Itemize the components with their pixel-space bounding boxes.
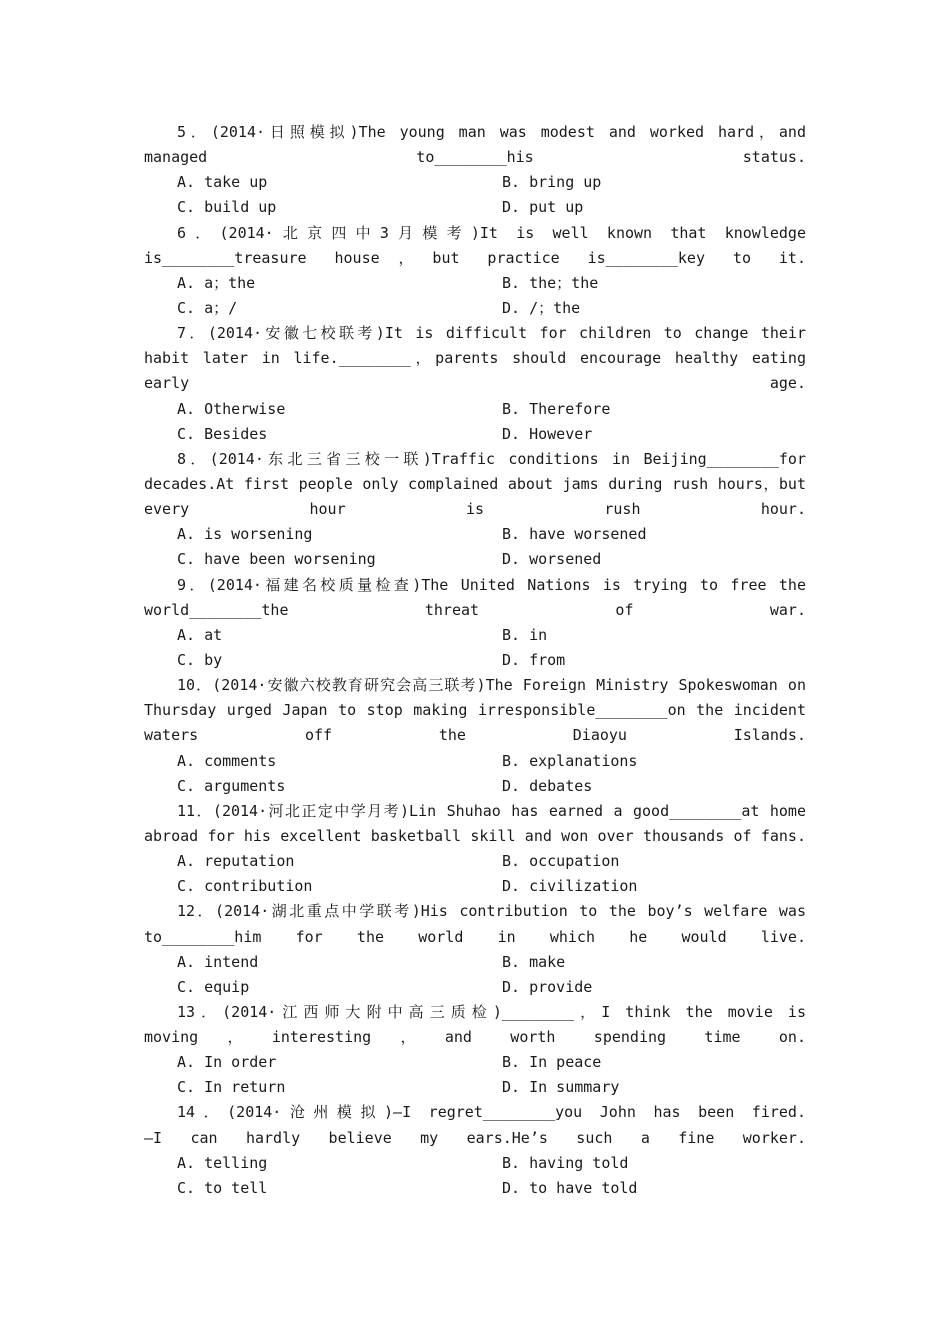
question-stem-continued: —I can hardly believe my ears.He’s such a fine worker.: [144, 1128, 806, 1147]
options-row: [144, 271, 806, 296]
question-stem: 8．(2014·东北三省三校一联)Traffic conditions in Beijing________for: [177, 449, 806, 468]
question-stem: 10．(2014·安徽六校教育研究会高三联考)The Foreign Ministry Spokeswoman on: [177, 676, 806, 695]
option-c: C. arguments: [177, 776, 286, 795]
option-d: D. In summary: [502, 1078, 620, 1097]
option-d: D. put up: [502, 198, 584, 217]
option-d: D. from: [502, 650, 566, 669]
option-c: C. to tell: [177, 1178, 268, 1197]
options-row: [144, 170, 806, 195]
option-c: C. In return: [177, 1078, 286, 1097]
option-d: D. provide: [502, 977, 593, 996]
option-a: A. In order: [177, 1053, 277, 1072]
option-a: A. Otherwise: [177, 399, 286, 418]
options-row: [144, 547, 806, 572]
question-block: [144, 673, 806, 799]
option-b: B. occupation: [502, 852, 620, 871]
option-b: B. In peace: [502, 1053, 602, 1072]
option-c: C. contribution: [177, 877, 313, 896]
question-stem-continued: is________treasure house，but practice is________key to it.: [144, 248, 806, 267]
question-block: [144, 1000, 806, 1101]
question-stem: 9．(2014·福建名校质量检查)The United Nations is trying to free the: [177, 575, 806, 594]
options-row: [144, 1176, 806, 1201]
question-block: [144, 321, 806, 447]
question-stem: 7．(2014·安徽七校联考)It is difficult for children to change their: [177, 324, 806, 343]
option-b: B. the；the: [502, 273, 599, 292]
option-a: A. reputation: [177, 852, 295, 871]
option-b: B. explanations: [502, 751, 638, 770]
option-a: A. take up: [177, 173, 268, 192]
question-block: [144, 221, 806, 322]
options-row: [144, 950, 806, 975]
options-row: [144, 874, 806, 899]
options-row: [144, 1075, 806, 1100]
question-block: [144, 573, 806, 674]
option-b: B. Therefore: [502, 399, 611, 418]
option-d: D. /；the: [502, 298, 581, 317]
question-stem-continued: every hour is rush hour.: [144, 500, 806, 519]
question-stem-continued: world________the threat of war.: [144, 600, 806, 619]
options-row: [144, 774, 806, 799]
option-a: A. a；the: [177, 273, 256, 292]
option-a: A. at: [177, 625, 223, 644]
question-block: [144, 120, 806, 221]
question-stem-continued: habit later in life.________，parents should encourage healthy eating: [144, 349, 806, 368]
question-stem: 11．(2014·河北正定中学月考)Lin Shuhao has earned a good________at home: [177, 801, 806, 820]
option-c: C. by: [177, 650, 223, 669]
option-a: A. intend: [177, 952, 259, 971]
options-row: [144, 749, 806, 774]
options-row: [144, 975, 806, 1000]
question-block: [144, 1100, 806, 1201]
options-row: [144, 522, 806, 547]
option-a: A. telling: [177, 1153, 268, 1172]
options-row: [144, 195, 806, 220]
option-b: B. in: [502, 625, 548, 644]
options-row: [144, 648, 806, 673]
options-row: [144, 623, 806, 648]
question-stem: 6．(2014·北京四中3月模考)It is well known that knowledge: [177, 223, 806, 242]
option-c: C. build up: [177, 198, 277, 217]
options-row: [144, 1050, 806, 1075]
question-stem-continued: to________him for the world in which he would live.: [144, 927, 806, 946]
options-row: [144, 1151, 806, 1176]
question-stem-continued: waters off the Diaoyu Islands.: [144, 726, 806, 745]
option-b: B. have worsened: [502, 525, 647, 544]
option-d: D. worsened: [502, 550, 602, 569]
options-row: [144, 849, 806, 874]
option-d: D. However: [502, 424, 593, 443]
option-d: D. debates: [502, 776, 593, 795]
question-block: [144, 899, 806, 1000]
question-block: [144, 799, 806, 900]
option-c: C. a；/: [177, 298, 238, 317]
question-stem-continued: moving，interesting，and worth spending time on.: [144, 1028, 806, 1047]
option-a: A. comments: [177, 751, 277, 770]
option-c: C. Besides: [177, 424, 268, 443]
question-stem-continued: decades.At first people only complained about jams during rush hours，but: [144, 474, 806, 493]
question-stem: 14．(2014·沧州模拟)—I regret________you John has been fired.: [177, 1103, 806, 1122]
question-stem-continued: abroad for his excellent basketball skill and won over thousands of fans.: [144, 826, 806, 845]
options-row: [144, 397, 806, 422]
option-a: A. is worsening: [177, 525, 313, 544]
question-stem: 5．(2014·日照模拟)The young man was modest and worked hard，and: [177, 123, 806, 141]
option-b: B. having told: [502, 1153, 629, 1172]
option-c: C. equip: [177, 977, 250, 996]
option-d: D. to have told: [502, 1178, 638, 1197]
question-block: [144, 447, 806, 573]
question-stem-continued: Thursday urged Japan to stop making irresponsible________on the incident: [144, 701, 806, 720]
option-c: C. have been worsening: [177, 550, 376, 569]
option-b: B. bring up: [502, 173, 602, 192]
options-row: [144, 296, 806, 321]
option-d: D. civilization: [502, 877, 638, 896]
option-b: B. make: [502, 952, 566, 971]
question-stem-continued: early age.: [144, 374, 806, 393]
question-stem: 13．(2014·江西师大附中高三质检)________，I think the movie is: [177, 1002, 806, 1021]
question-stem: 12．(2014·湖北重点中学联考)His contribution to the boy’s welfare was: [177, 902, 806, 921]
question-stem-continued: managed to________his status.: [144, 148, 806, 167]
exercise-page: [144, 120, 806, 1201]
options-row: [144, 422, 806, 447]
